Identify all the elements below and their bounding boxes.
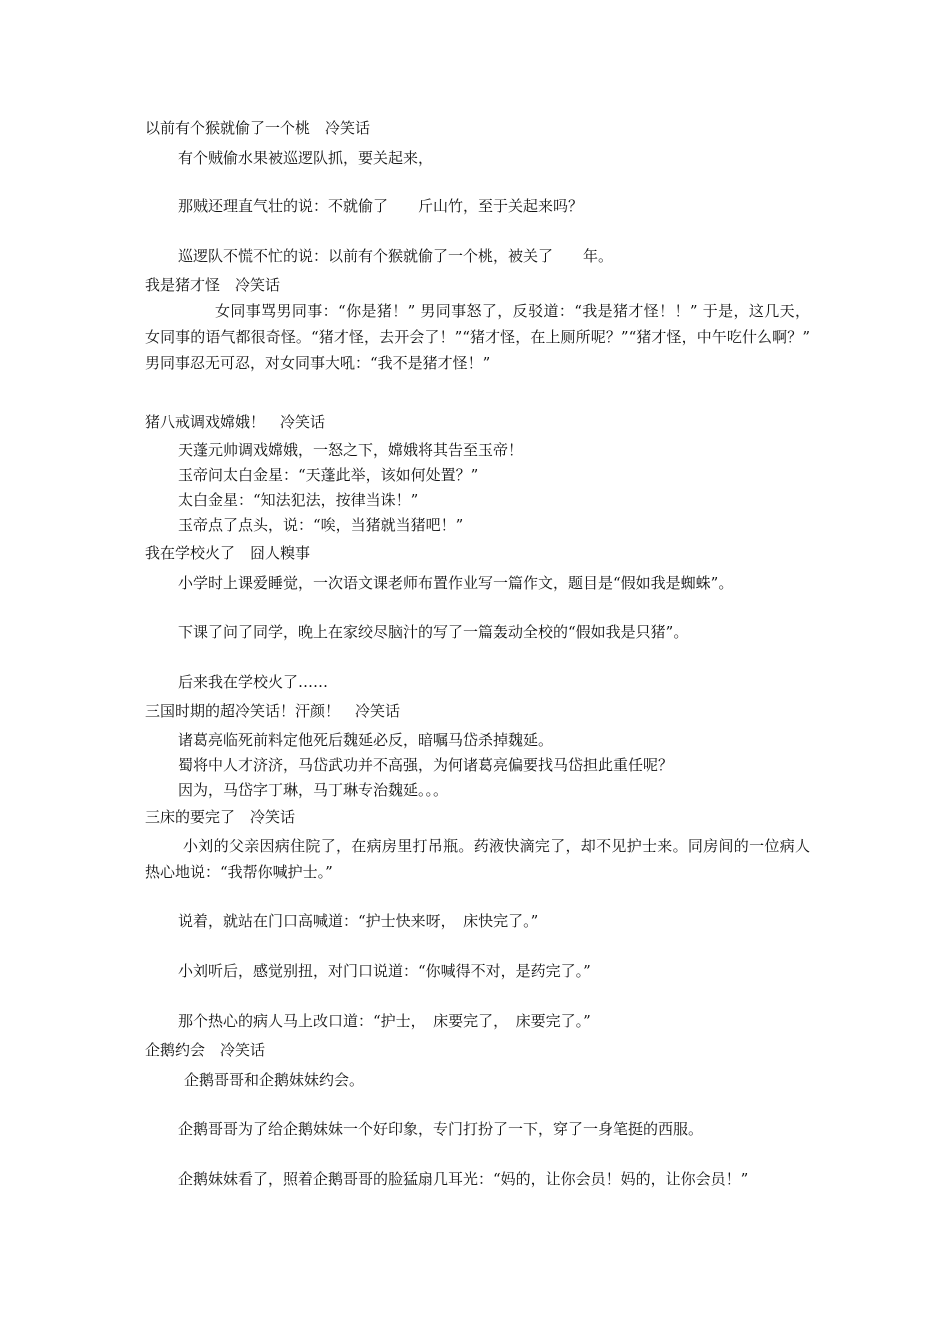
joke-line: 那个热心的病人马上改口道：“护士， 床要完了， 床要完了。” (178, 1012, 591, 1030)
joke-title: 猪八戒调戏嫦娥！ 冷笑话 (145, 413, 326, 431)
joke-line: 下课了问了同学，晚上在家绞尽脑汁的写了一篇轰动全校的“假如我是只猪”。 (178, 623, 689, 641)
joke-line: 企鹅哥哥为了给企鹅妹妹一个好印象，专门打扮了一下，穿了一身笔挺的西服。 (178, 1120, 704, 1138)
joke-title: 企鹅约会 冷笑话 (145, 1041, 266, 1059)
joke-title: 我在学校火了 囧人糗事 (145, 544, 311, 562)
joke-line: 巡逻队不慌不忙的说：以前有个猴就偷了一个桃，被关了 年。 (178, 247, 614, 265)
joke-line: 企鹅哥哥和企鹅妹妹约会。 (184, 1071, 365, 1089)
joke-line: 天蓬元帅调戏嫦娥，一怒之下，嫦娥将其告至玉帝！ (178, 441, 524, 459)
joke-line: 太白金星：“知法犯法，按律当诛！” (178, 491, 419, 509)
joke-paragraph: 小刘的父亲因病住院了，在病房里打吊瓶。药液快滴完了，却不见护士来。同房间的一位病人热心地说：“我帮你喊护士。” (145, 837, 810, 881)
joke-line: 玉帝问太白金星：“天蓬此举，该如何处置？” (178, 466, 479, 484)
joke-line: 诸葛亮临死前料定他死后魏延必反，暗嘱马岱杀掉魏延。 (178, 731, 554, 749)
joke-title: 以前有个猴就偷了一个桃 冷笑话 (145, 119, 371, 137)
joke-line: 有个贼偷水果被巡逻队抓，要关起来， (178, 149, 434, 167)
joke-paragraph: 女同事骂男同事：“你是猪！” 男同事怒了，反驳道：“我是猪才怪！！” 于是，这几天，女同事的语气都很奇怪。“猪才怪，去开会了！”“猪才怪，在上厕所呢？”“猪才怪，中午吃什么啊？” 男同事忍无可忍，对女同事大吼：“我不是猪才怪！” (145, 302, 810, 372)
joke-line: 那贼还理直气壮的说：不就偷了 斤山竹，至于关起来吗？ (178, 197, 584, 215)
joke-line: 小刘听后，感觉别扭，对门口说道：“你喊得不对，是药完了。” (178, 962, 591, 980)
joke-line: 后来我在学校火了…… (178, 673, 329, 691)
joke-line: 企鹅妹妹看了，照着企鹅哥哥的脸猛扇几耳光：“妈的，让你会员！妈的，让你会员！” (178, 1170, 749, 1188)
joke-line: 蜀将中人才济济，马岱武功并不高强，为何诸葛亮偏要找马岱担此重任呢？ (178, 756, 674, 774)
joke-line: 因为，马岱字丁琳，马丁琳专治魏延。。。 (178, 781, 449, 799)
joke-title: 三国时期的超冷笑话！汗颜！ 冷笑话 (145, 702, 401, 720)
joke-line: 小学时上课爱睡觉，一次语文课老师布置作业写一篇作文，题目是“假如我是蜘蛛”。 (178, 574, 734, 592)
joke-line: 说着，就站在门口高喊道：“护士快来呀， 床快完了。” (178, 912, 539, 930)
joke-title: 三床的要完了 冷笑话 (145, 808, 296, 826)
joke-line: 玉帝点了点头，说：“唉，当猪就当猪吧！” (178, 516, 464, 534)
joke-title: 我是猪才怪 冷笑话 (145, 276, 281, 294)
